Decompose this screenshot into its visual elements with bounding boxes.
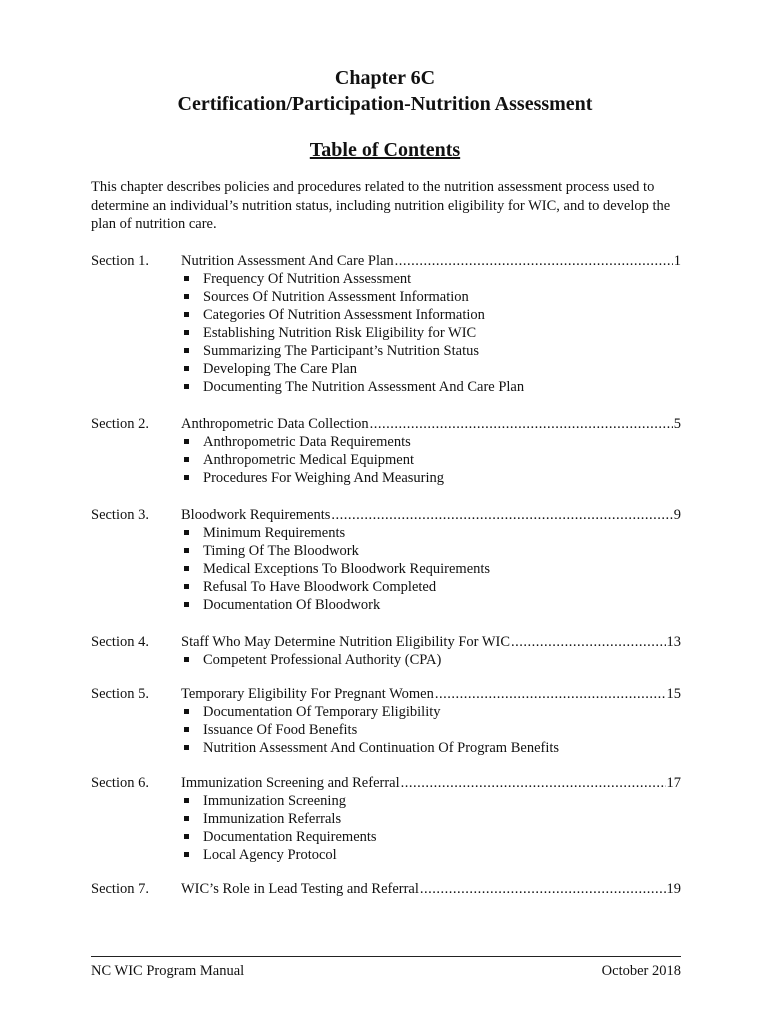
- subtopic-item: [181, 578, 681, 596]
- subtopic-text: Procedures For Weighing And Measuring: [203, 470, 445, 486]
- dot-leader: [395, 252, 673, 270]
- square-bullet-icon: [184, 384, 189, 389]
- section-page-number: 5: [673, 416, 681, 432]
- square-bullet-icon: [184, 439, 189, 444]
- toc-heading: Table of Contents: [309, 139, 461, 161]
- subtopic-text: Competent Professional Authority (CPA): [203, 652, 442, 668]
- section-title: WIC’s Role in Lead Testing and Referral: [181, 881, 419, 897]
- footer-manual-name: NC WIC Program Manual: [91, 963, 245, 979]
- subtopic-text: Frequency Of Nutrition Assessment: [203, 271, 412, 287]
- subtopic-list: [91, 651, 681, 669]
- subtopic-item: [181, 451, 681, 469]
- square-bullet-icon: [184, 475, 189, 480]
- subtopic-text: Immunization Referrals: [203, 811, 342, 827]
- subtopic-text: Documentation Requirements: [203, 829, 377, 845]
- subtopic-item: [181, 792, 681, 810]
- square-bullet-icon: [184, 294, 189, 299]
- subtopic-item: [181, 560, 681, 578]
- toc-entry: [91, 252, 681, 270]
- section-label: Section 3.: [91, 507, 149, 523]
- toc-section: [91, 880, 681, 898]
- subtopic-item: [181, 469, 681, 487]
- section-label: Section 4.: [91, 634, 149, 650]
- square-bullet-icon: [184, 330, 189, 335]
- square-bullet-icon: [184, 366, 189, 371]
- toc-section: [91, 774, 681, 864]
- square-bullet-icon: [184, 566, 189, 571]
- page-footer: [91, 962, 681, 980]
- square-bullet-icon: [184, 276, 189, 281]
- subtopic-text: Documenting The Nutrition Assessment And Care Plan: [203, 379, 525, 395]
- chapter-subtitle: Certification/Participation-Nutrition Assessment: [177, 93, 593, 115]
- section-label: Section 6.: [91, 775, 149, 791]
- toc-entry: [91, 633, 681, 651]
- subtopic-item: [181, 288, 681, 306]
- subtopic-item: [181, 542, 681, 560]
- subtopic-item: [181, 270, 681, 288]
- square-bullet-icon: [184, 548, 189, 553]
- subtopic-text: Local Agency Protocol: [203, 847, 337, 863]
- subtopic-item: [181, 596, 681, 614]
- subtopic-text: Summarizing The Participant’s Nutrition Status: [203, 343, 480, 359]
- toc-section: [91, 252, 681, 396]
- subtopic-item: [181, 651, 681, 669]
- square-bullet-icon: [184, 709, 189, 714]
- subtopic-item: [181, 524, 681, 542]
- subtopic-item: [181, 324, 681, 342]
- square-bullet-icon: [184, 745, 189, 750]
- subtopic-item: [181, 342, 681, 360]
- toc-section: [91, 633, 681, 669]
- subtopic-text: Refusal To Have Bloodwork Completed: [203, 579, 437, 595]
- toc-entry: [91, 415, 681, 433]
- square-bullet-icon: [184, 584, 189, 589]
- footer-date: October 2018: [601, 963, 681, 979]
- subtopic-list: [91, 433, 681, 487]
- toc-entry: [91, 685, 681, 703]
- subtopic-text: Minimum Requirements: [203, 525, 346, 541]
- square-bullet-icon: [184, 727, 189, 732]
- section-label: Section 5.: [91, 686, 149, 702]
- toc-section: [91, 685, 681, 757]
- section-page-number: 9: [673, 507, 681, 523]
- section-page-number: 15: [666, 686, 681, 702]
- subtopic-item: [181, 846, 681, 864]
- square-bullet-icon: [184, 657, 189, 662]
- subtopic-list: [91, 524, 681, 614]
- toc-entry: [91, 506, 681, 524]
- square-bullet-icon: [184, 530, 189, 535]
- subtopic-item: [181, 703, 681, 721]
- section-title: Temporary Eligibility For Pregnant Women: [181, 686, 434, 702]
- subtopic-text: Anthropometric Medical Equipment: [203, 452, 415, 468]
- subtopic-list: [91, 270, 681, 396]
- subtopic-text: Anthropometric Data Requirements: [203, 434, 411, 450]
- section-title: Anthropometric Data Collection: [181, 416, 369, 432]
- section-title: Immunization Screening and Referral: [181, 775, 400, 791]
- subtopic-text: Establishing Nutrition Risk Eligibility for WIC: [203, 325, 477, 341]
- chapter-title: Chapter 6C: [334, 67, 436, 89]
- subtopic-item: [181, 378, 681, 396]
- section-page-number: 1: [673, 253, 681, 269]
- section-title: Nutrition Assessment And Care Plan: [181, 253, 394, 269]
- subtopic-item: [181, 721, 681, 739]
- square-bullet-icon: [184, 852, 189, 857]
- subtopic-text: Documentation Of Temporary Eligibility: [203, 704, 441, 720]
- subtopic-text: Nutrition Assessment And Continuation Of Program Benefits: [203, 740, 560, 756]
- dot-leader: [420, 880, 666, 898]
- section-page-number: 13: [666, 634, 681, 650]
- subtopic-text: Developing The Care Plan: [203, 361, 357, 377]
- subtopic-text: Immunization Screening: [203, 793, 346, 809]
- square-bullet-icon: [184, 312, 189, 317]
- dot-leader: [435, 685, 666, 703]
- intro-paragraph: This chapter describes policies and procedures related to the nutrition assessment process used to determine an individual’s nutrition status, including nutrition eligibility for WIC, and to develop the plan of nutrition care.: [91, 179, 671, 232]
- subtopic-item: [181, 828, 681, 846]
- section-title: Bloodwork Requirements: [181, 507, 331, 523]
- subtopic-item: [181, 433, 681, 451]
- dot-leader: [401, 774, 666, 792]
- square-bullet-icon: [184, 816, 189, 821]
- dot-leader: [370, 415, 673, 433]
- subtopic-text: Issuance Of Food Benefits: [203, 722, 358, 738]
- section-label: Section 2.: [91, 416, 149, 432]
- subtopic-text: Documentation Of Bloodwork: [203, 597, 381, 613]
- dot-leader: [331, 506, 672, 524]
- subtopic-text: Medical Exceptions To Bloodwork Requirements: [203, 561, 491, 577]
- square-bullet-icon: [184, 348, 189, 353]
- subtopic-item: [181, 739, 681, 757]
- section-label: Section 7.: [91, 881, 149, 897]
- square-bullet-icon: [184, 834, 189, 839]
- square-bullet-icon: [184, 602, 189, 607]
- toc-entry: [91, 774, 681, 792]
- dot-leader: [511, 633, 665, 651]
- toc-entry: [91, 880, 681, 898]
- section-page-number: 19: [666, 881, 681, 897]
- section-title: Staff Who May Determine Nutrition Eligibility For WIC: [181, 634, 511, 650]
- subtopic-list: [91, 703, 681, 757]
- subtopic-text: Timing Of The Bloodwork: [203, 543, 359, 559]
- square-bullet-icon: [184, 798, 189, 803]
- subtopic-text: Sources Of Nutrition Assessment Information: [203, 289, 469, 305]
- square-bullet-icon: [184, 457, 189, 462]
- toc-section: [91, 415, 681, 487]
- subtopic-text: Categories Of Nutrition Assessment Information: [203, 307, 485, 323]
- subtopic-item: [181, 306, 681, 324]
- section-label: Section 1.: [91, 253, 149, 269]
- toc-section: [91, 506, 681, 614]
- subtopic-list: [91, 792, 681, 864]
- footer-divider: [91, 956, 681, 957]
- subtopic-item: [181, 810, 681, 828]
- subtopic-item: [181, 360, 681, 378]
- section-page-number: 17: [666, 775, 681, 791]
- toc-sections: [91, 252, 681, 898]
